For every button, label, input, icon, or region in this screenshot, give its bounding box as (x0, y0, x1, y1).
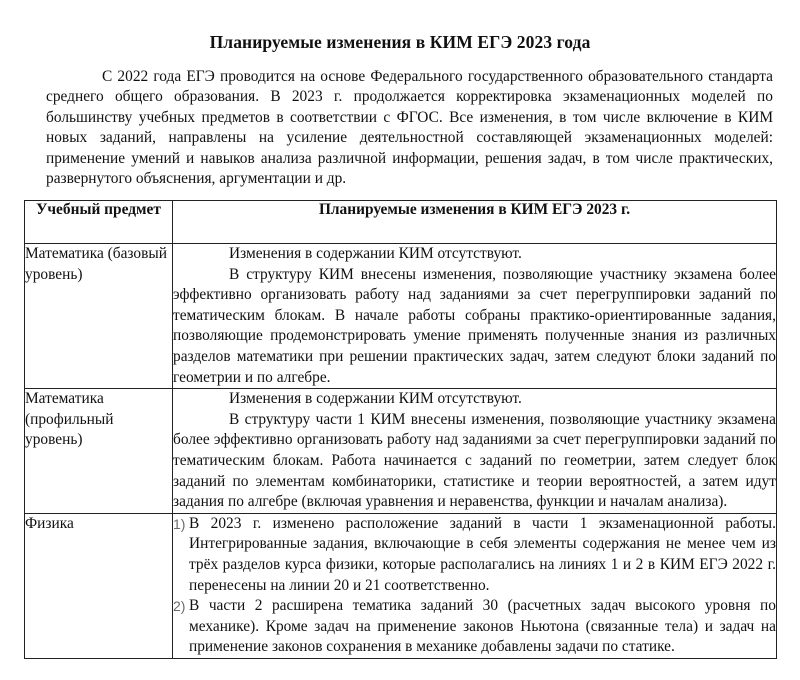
list-item-text: В 2023 г. изменено расположение заданий в части 1 экзаменационной работы. Интегрированные задания, включающие в себя элементы содержания не менее чем из трёх разделов курса физики, которые располагались на линиях 1 и 2 в КИМ ЕГЭ 2022 г. перенесены на линии 20 и 21 соответственно. (189, 514, 776, 594)
list-number: 2) (173, 598, 186, 615)
table-row-physics (25, 513, 777, 658)
header-changes: Планируемые изменения в КИМ ЕГЭ 2023 г. (173, 201, 777, 244)
subject-cell: Математика (профильный уровень) (25, 389, 173, 514)
changes-cell (173, 513, 777, 658)
changes-paragraph: В структуру КИМ внесены изменения, позволяющие участнику экзамена более эффективно организовать работу над заданиями за счет перегруппировки заданий по тематическим блокам. В начале работы собраны практико-ориентированные задания, позволяющие продемонстрировать умение применять полученные знания из различных разделов математики при решении практических задач, затем следуют блоки заданий по геометрии и по алгебре. (173, 265, 776, 386)
changes-cell (173, 389, 777, 514)
list-item (173, 514, 776, 596)
subject-cell: Математика (базовый уровень) (25, 244, 173, 389)
table-header-row (25, 201, 777, 244)
document-title: Планируемые изменения в КИМ ЕГЭ 2023 года (209, 32, 591, 52)
intro-paragraph: С 2022 года ЕГЭ проводится на основе Федерального государственного образовательного стандарта среднего общего образования. В 2023 г. продолжается корректировка экзаменационных моделей по большинству учебных предметов в соответствии с ФГОС. Все изменения, в том числе включение в КИМ новых заданий, направлены на усиление деятельностной составляющей экзаменационных моделей: применение умений и навыков анализа различной информации, решения задач, в том числе практических, развернутого объяснения, аргументации и др. (46, 68, 773, 188)
list-item (173, 596, 776, 658)
changes-paragraph: Изменения в содержании КИМ отсутствуют. (229, 390, 522, 408)
changes-paragraph: Изменения в содержании КИМ отсутствуют. (229, 245, 522, 262)
changes-table (24, 200, 777, 659)
changes-cell (173, 244, 777, 389)
list-number: 1) (173, 515, 186, 532)
list-item-text: В части 2 расширена тематика заданий 30 (расчетных задач высокого уровня по механике). Кроме задач на применение законов Ньютона (связанные тела) и задач на применение законов сохранения в механике добавлены задачи по статике. (189, 597, 776, 656)
changes-paragraph: В структуру части 1 КИМ внесены изменения, позволяющие участнику экзамена более эффективно организовать работу над заданиями за счет перегруппировки заданий по тематическим блокам. Работа начинается с заданий по геометрии, затем следует блок заданий по элементам комбинаторики, статистике и теории вероятностей, а затем идут задания по алгебре (включая уравнения и неравенства, функции и началам анализа). (173, 410, 776, 511)
subject-cell: Физика (25, 513, 173, 658)
table-row-math-profile (25, 389, 777, 514)
table-row-math-basic (25, 244, 777, 389)
header-subject: Учебный предмет (25, 201, 173, 244)
